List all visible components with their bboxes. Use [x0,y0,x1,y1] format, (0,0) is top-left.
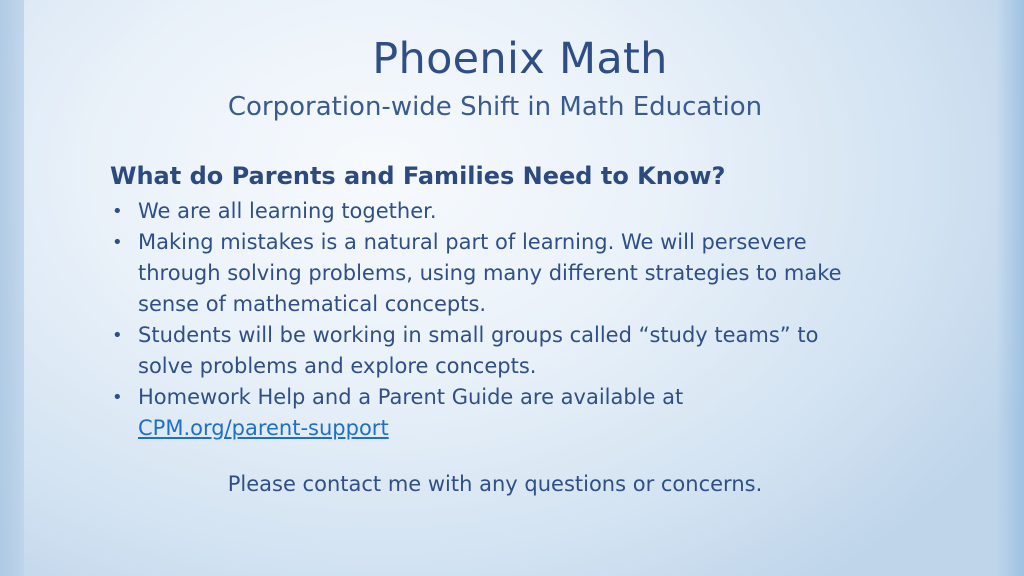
list-item [110,320,870,382]
slide-title: Phoenix Math [372,34,668,84]
section-heading: What do Parents and Families Need to Know? [110,162,726,190]
bullet-text: Students will be working in small groups called “study teams” to solve problems and explore concepts. [138,323,819,378]
contact-note: Please contact me with any questions or concerns. [227,472,763,496]
parent-support-link[interactable]: CPM.org/parent-support [138,416,389,440]
list-item [110,227,870,320]
bullet-text: Homework Help and a Parent Guide are available at [138,385,684,409]
bullet-icon: • [112,325,123,346]
list-item [110,196,870,227]
list-item [110,382,870,444]
bullet-icon: • [112,232,123,253]
bullet-text: Making mistakes is a natural part of learning. We will persevere through solving problems, using many different strategies to make sense of mathematical concepts. [138,230,842,316]
bullet-icon: • [112,387,123,408]
bullet-text: We are all learning together. [138,199,437,223]
right-edge-band [996,0,1024,576]
slide-subtitle: Corporation-wide Shift in Math Education [227,92,763,122]
bullet-list [110,196,870,444]
bullet-icon: • [112,201,123,222]
